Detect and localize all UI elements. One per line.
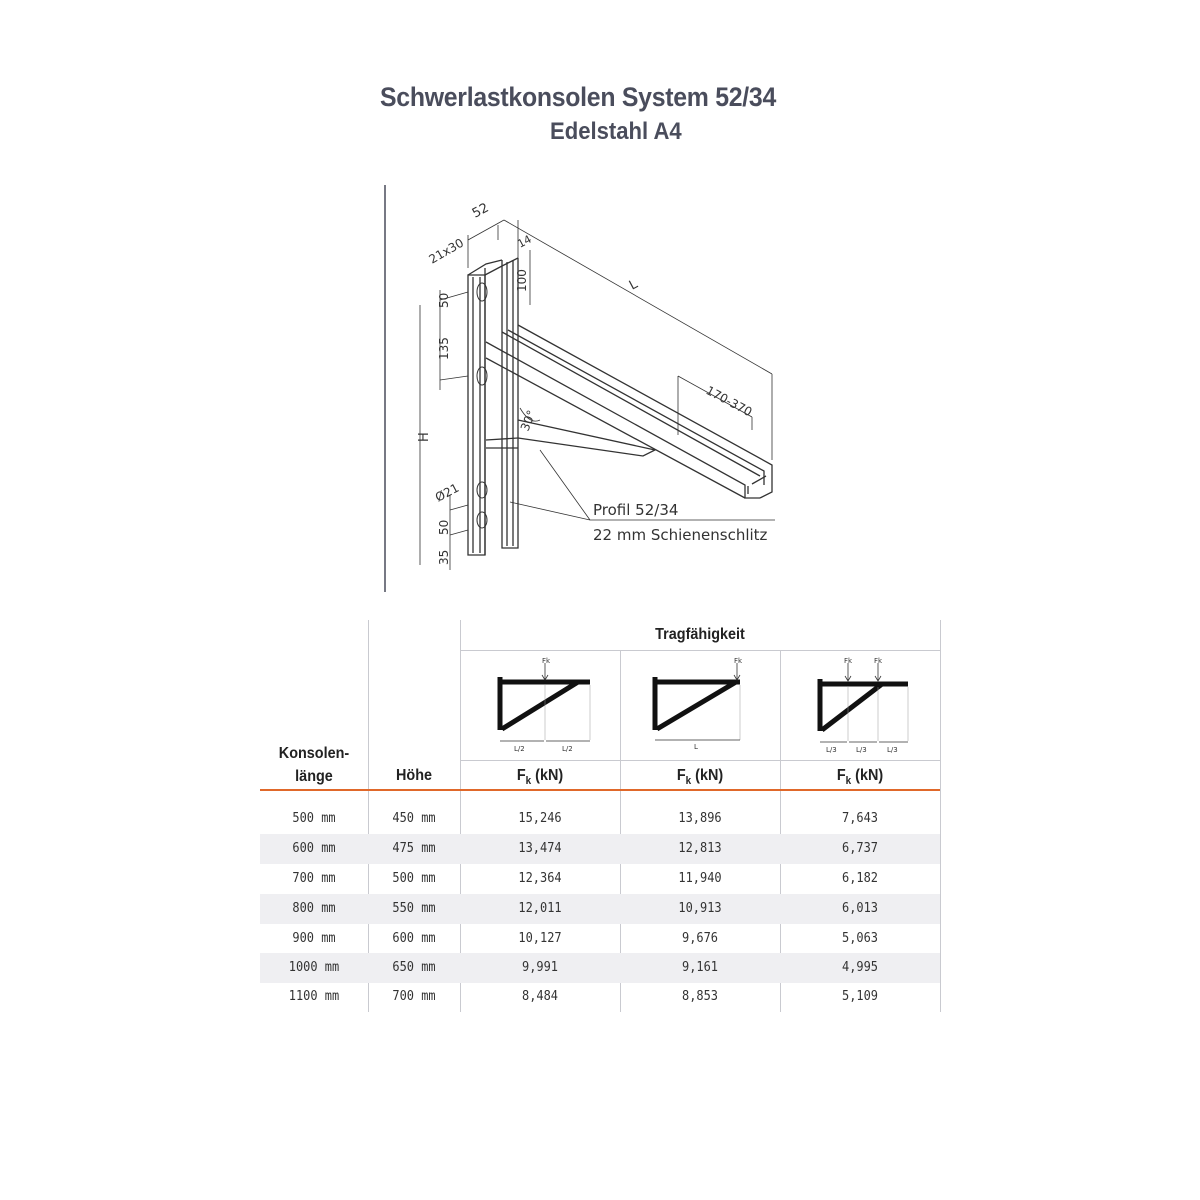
cell-fk-center: 12,011: [518, 901, 562, 916]
col-header-length: [267, 742, 361, 788]
col-header-fk-3: [790, 767, 930, 787]
force-label-1: Fk: [844, 657, 853, 665]
diagonal-strut: [486, 420, 655, 456]
table-row: [260, 953, 940, 983]
full-label: L: [694, 743, 698, 751]
cell-fk-third: 6,182: [841, 871, 878, 886]
dim-range-label: 170-370: [703, 383, 755, 420]
dim-100-label: 100: [515, 269, 529, 292]
page-title: Schwerlastkonsolen System 52/34: [380, 82, 776, 112]
dim-hole-label: Ø21: [432, 480, 462, 505]
fk-subscript: k: [525, 775, 532, 788]
cell-fk-end: 10,913: [678, 901, 722, 916]
cell-fk-center: 9,991: [521, 960, 558, 975]
cell-height: 600 mm: [392, 931, 436, 946]
cell-fk-center: 12,364: [518, 871, 562, 886]
slot-label: 22 mm Schienenschlitz: [593, 526, 768, 544]
cell-fk-end: 11,940: [678, 871, 722, 886]
cell-length: 1100 mm: [288, 989, 340, 1004]
page-subtitle: Edelstahl A4: [550, 118, 682, 145]
cell-fk-third: 5,063: [841, 931, 878, 946]
load-case-center-icon: [490, 655, 600, 760]
cell-height: 500 mm: [392, 871, 436, 886]
cell-height: 550 mm: [392, 901, 436, 916]
force-label: Fk: [542, 657, 551, 665]
bracket-drawing: [380, 180, 800, 600]
column-profile: [468, 258, 518, 555]
cell-fk-center: 15,246: [518, 811, 562, 826]
cell-fk-third: 7,643: [841, 811, 878, 826]
col-header-length-line1: Konsolen-: [278, 745, 350, 762]
dim-L-label: L: [626, 276, 641, 294]
fk-symbol: F: [516, 767, 526, 784]
force-label: Fk: [734, 657, 743, 665]
cell-length: 1000 mm: [288, 960, 340, 975]
load-case-third-icon: [810, 655, 920, 760]
cell-length: 700 mm: [292, 871, 336, 886]
dim-35-label: 35: [437, 549, 451, 565]
dim-50-top-label: 50: [437, 292, 451, 308]
cell-fk-center: 13,474: [518, 841, 562, 856]
cell-fk-third: 4,995: [841, 960, 878, 975]
col-header-length-line2: länge: [295, 768, 333, 785]
fk-symbol: F: [836, 767, 846, 784]
third-label-3: L/3: [887, 746, 898, 754]
third-label-2: L/3: [856, 746, 867, 754]
dim-14-label: 14: [515, 232, 534, 251]
third-label-1: L/3: [826, 746, 837, 754]
table-row: [260, 804, 940, 834]
cell-fk-end: 9,676: [681, 931, 718, 946]
cell-fk-end: 13,896: [678, 811, 722, 826]
group-header-capacity: Tragfähigkeit: [655, 626, 745, 643]
col-header-height: Höhe: [396, 767, 432, 784]
load-case-end-icon: [650, 655, 760, 760]
force-label-2: Fk: [874, 657, 883, 665]
fk-symbol: F: [676, 767, 686, 784]
dim-135-label: 135: [437, 337, 451, 360]
cell-fk-end: 12,813: [678, 841, 722, 856]
dim-H-label: H: [417, 432, 432, 442]
cell-height: 475 mm: [392, 841, 436, 856]
dim-52-label: 52: [469, 200, 492, 222]
table-row: [260, 982, 940, 1012]
fk-unit: (kN): [691, 767, 724, 784]
cell-fk-end: 9,161: [681, 960, 718, 975]
cell-fk-center: 10,127: [518, 931, 562, 946]
cell-length: 900 mm: [292, 931, 336, 946]
table-row: [260, 924, 940, 954]
half-label-1: L/2: [514, 745, 525, 753]
profile-label: Profil 52/34: [593, 501, 679, 519]
cell-length: 500 mm: [292, 811, 336, 826]
half-label-2: L/2: [562, 745, 573, 753]
cell-height: 650 mm: [392, 960, 436, 975]
dim-50-bottom-label: 50: [437, 519, 451, 535]
table-row: [260, 894, 940, 924]
cell-fk-center: 8,484: [521, 989, 558, 1004]
cell-fk-end: 8,853: [681, 989, 718, 1004]
cell-length: 800 mm: [292, 901, 336, 916]
fk-unit: (kN): [531, 767, 564, 784]
fk-subscript: k: [845, 775, 852, 788]
cell-height: 450 mm: [392, 811, 436, 826]
cell-height: 700 mm: [392, 989, 436, 1004]
header-divider: [260, 789, 940, 791]
fk-unit: (kN): [851, 767, 884, 784]
cell-fk-third: 6,737: [841, 841, 878, 856]
cell-fk-third: 6,013: [841, 901, 878, 916]
col-header-fk-1: [470, 767, 610, 787]
col-header-fk-2: [630, 767, 770, 787]
dim-angle-label: 30°: [517, 408, 539, 434]
cell-length: 600 mm: [292, 841, 336, 856]
cell-fk-third: 5,109: [841, 989, 878, 1004]
fk-subscript: k: [685, 775, 692, 788]
table-row: [260, 834, 940, 864]
table-row: [260, 864, 940, 894]
dim-slot-label: 21x30: [426, 235, 467, 267]
